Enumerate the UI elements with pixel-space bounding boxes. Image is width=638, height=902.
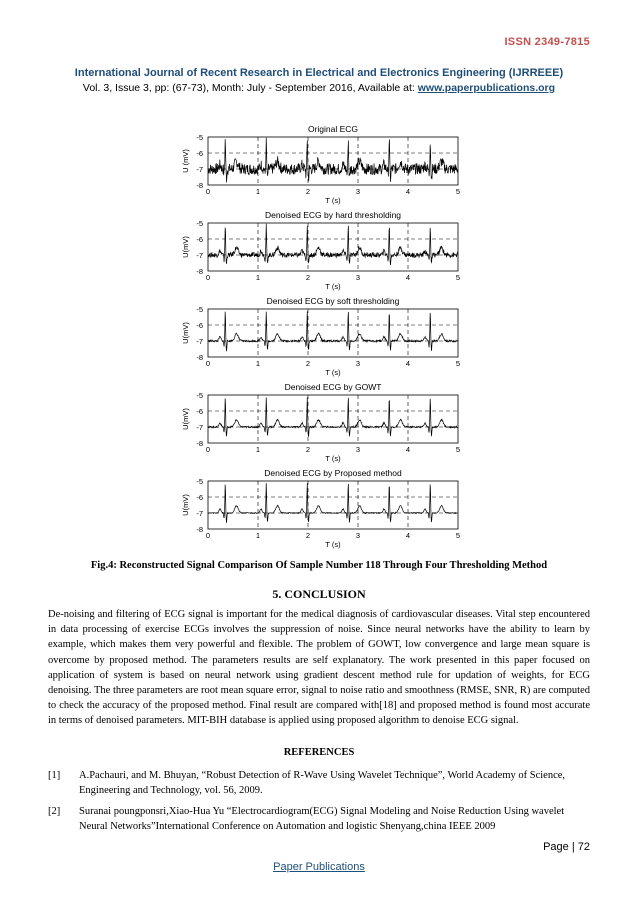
x-tick-label: 1 [255,531,261,540]
references-title: REFERENCES [283,747,355,758]
ecg-panel [181,124,460,205]
ecg-figure [170,120,470,550]
x-tick-label: 1 [255,273,261,282]
x-tick-label: 3 [355,445,361,454]
x-axis-label: T (s) [325,196,341,205]
panel-title: Denoised ECG by soft thresholding [266,296,400,306]
x-tick-label: 3 [355,187,361,196]
y-tick-label: -5 [196,391,203,400]
x-tick-label: 5 [455,359,461,368]
x-tick-label: 3 [355,531,361,540]
y-tick-label: -7 [196,165,203,174]
ecg-panel [181,296,460,377]
y-tick-label: -7 [196,509,203,518]
x-tick-label: 0 [205,531,211,540]
y-tick-label: -5 [196,219,203,228]
y-tick-label: -6 [196,321,203,330]
y-axis-label: U(mV) [181,322,190,344]
x-tick-label: 5 [455,273,461,282]
journal-title: International Journal of Recent Research in Electrical and Electronics Engineering (IJRREEE) [74,67,564,79]
y-axis-label: U(mV) [181,408,190,430]
x-tick-label: 5 [455,187,461,196]
x-tick-label: 4 [405,273,411,282]
x-tick-label: 0 [205,445,211,454]
x-tick-label: 2 [305,187,311,196]
y-tick-label: -6 [196,493,203,502]
panel-title: Denoised ECG by GOWT [284,382,382,392]
x-tick-label: 3 [355,273,361,282]
y-tick-label: -8 [196,353,203,362]
page-number: Page | 72 [543,841,590,853]
x-tick-label: 4 [405,445,411,454]
y-tick-label: -5 [196,305,203,314]
section-title-conclusion: 5. CONCLUSION [272,587,366,601]
ecg-signal-line [208,224,458,265]
volume-line [0,82,638,94]
x-tick-label: 3 [355,359,361,368]
reference-number: [2] [48,806,61,817]
ecg-panel [181,210,460,291]
x-tick-label: 2 [305,445,311,454]
y-tick-label: -7 [196,337,203,346]
reference-item [48,804,590,834]
issn-label: ISSN 2349-7815 [504,36,590,48]
plot-frame [208,395,458,443]
y-tick-label: -6 [196,149,203,158]
volume-info: Vol. 3, Issue 3, pp: (67-73), Month: July - September 2016, Available at: [82,82,418,94]
ecg-signal-line [208,397,458,436]
y-tick-label: -8 [196,181,203,190]
y-tick-label: -6 [196,235,203,244]
x-tick-label: 2 [305,273,311,282]
x-tick-label: 2 [305,359,311,368]
ecg-signal-line [208,483,458,523]
plot-frame [208,309,458,357]
x-tick-label: 2 [305,531,311,540]
x-tick-label: 1 [255,445,261,454]
ecg-signal-line [208,311,458,351]
ecg-panel [181,382,460,463]
ecg-signal-line [208,138,458,183]
x-tick-label: 5 [455,531,461,540]
y-axis-label: U(mV) [181,236,190,258]
y-tick-label: -5 [196,133,203,142]
x-tick-label: 5 [455,445,461,454]
conclusion-paragraph: De-noising and filtering of ECG signal is important for the medical diagnosis of cardiovascular diseases. Vital step encountered in data processing of exercise ECGs involves the suppression of noise. Since neural networks have the ability to learn by example, which makes them very powerful and flexible. The problem of GOWT, low convergence and large mean square is overcome by proposed method. The parameters results are self explanatory. The work presented in this paper focused on application of system is based on neural network using gradient descent method rule for updation of weights, for ECG denoising. The three parameters are root mean square error, signal to noise ratio and smoothness (RMSE, SNR, R) are computed to check the accuracy of the proposed method. Final result are compared with[18] and proposed method is found most accurate in terms of denoised parameters. MIT-BIH database is applied using proposed algorithm to denoise ECG signal. [48,609,590,727]
reference-item [48,768,590,798]
plot-frame [208,481,458,529]
x-tick-label: 4 [405,359,411,368]
publisher-link[interactable]: Paper Publications [273,861,365,873]
x-tick-label: 4 [405,187,411,196]
x-axis-label: T (s) [325,282,341,291]
x-axis-label: T (s) [325,368,341,377]
x-tick-label: 0 [205,273,211,282]
x-axis-label: T (s) [325,454,341,463]
y-tick-label: -6 [196,407,203,416]
x-tick-label: 1 [255,187,261,196]
y-tick-label: -8 [196,439,203,448]
y-tick-label: -7 [196,423,203,432]
x-axis-label: T (s) [325,540,341,549]
x-tick-label: 4 [405,531,411,540]
y-tick-label: -8 [196,525,203,534]
plot-frame [208,223,458,271]
y-tick-label: -8 [196,267,203,276]
reference-number: [1] [48,770,61,781]
panel-title: Denoised ECG by Proposed method [264,468,402,478]
y-tick-label: -5 [196,477,203,486]
x-tick-label: 0 [205,187,211,196]
reference-text: Suranai poungponsri,Xiao-Hua Yu “Electrocardiogram(ECG) Signal Modeling and Noise Reduction Using wavelet Neural Networks”International Conference on Automation and logistic Shenyang,china IEEE 2009 [79,806,565,832]
x-tick-label: 0 [205,359,211,368]
panel-title: Denoised ECG by hard thresholding [264,210,402,220]
plot-frame [208,137,458,185]
y-tick-label: -7 [196,251,203,260]
panel-title: Original ECG [307,124,359,134]
x-tick-label: 1 [255,359,261,368]
journal-url-link[interactable]: www.paperpublications.org [417,82,556,94]
figure-caption: Fig.4: Reconstructed Signal Comparison Of Sample Number 118 Through Four Thresholding Method [90,560,548,571]
ecg-panel [181,468,460,549]
reference-text: A.Pachauri, and M. Bhuyan, “Robust Detection of R-Wave Using Wavelet Technique”, World Academy of Science, Engineering and Technology, vol. 56, 2009. [79,770,566,796]
y-axis-label: U(mV) [181,494,190,516]
y-axis-label: U (mV) [181,149,190,173]
